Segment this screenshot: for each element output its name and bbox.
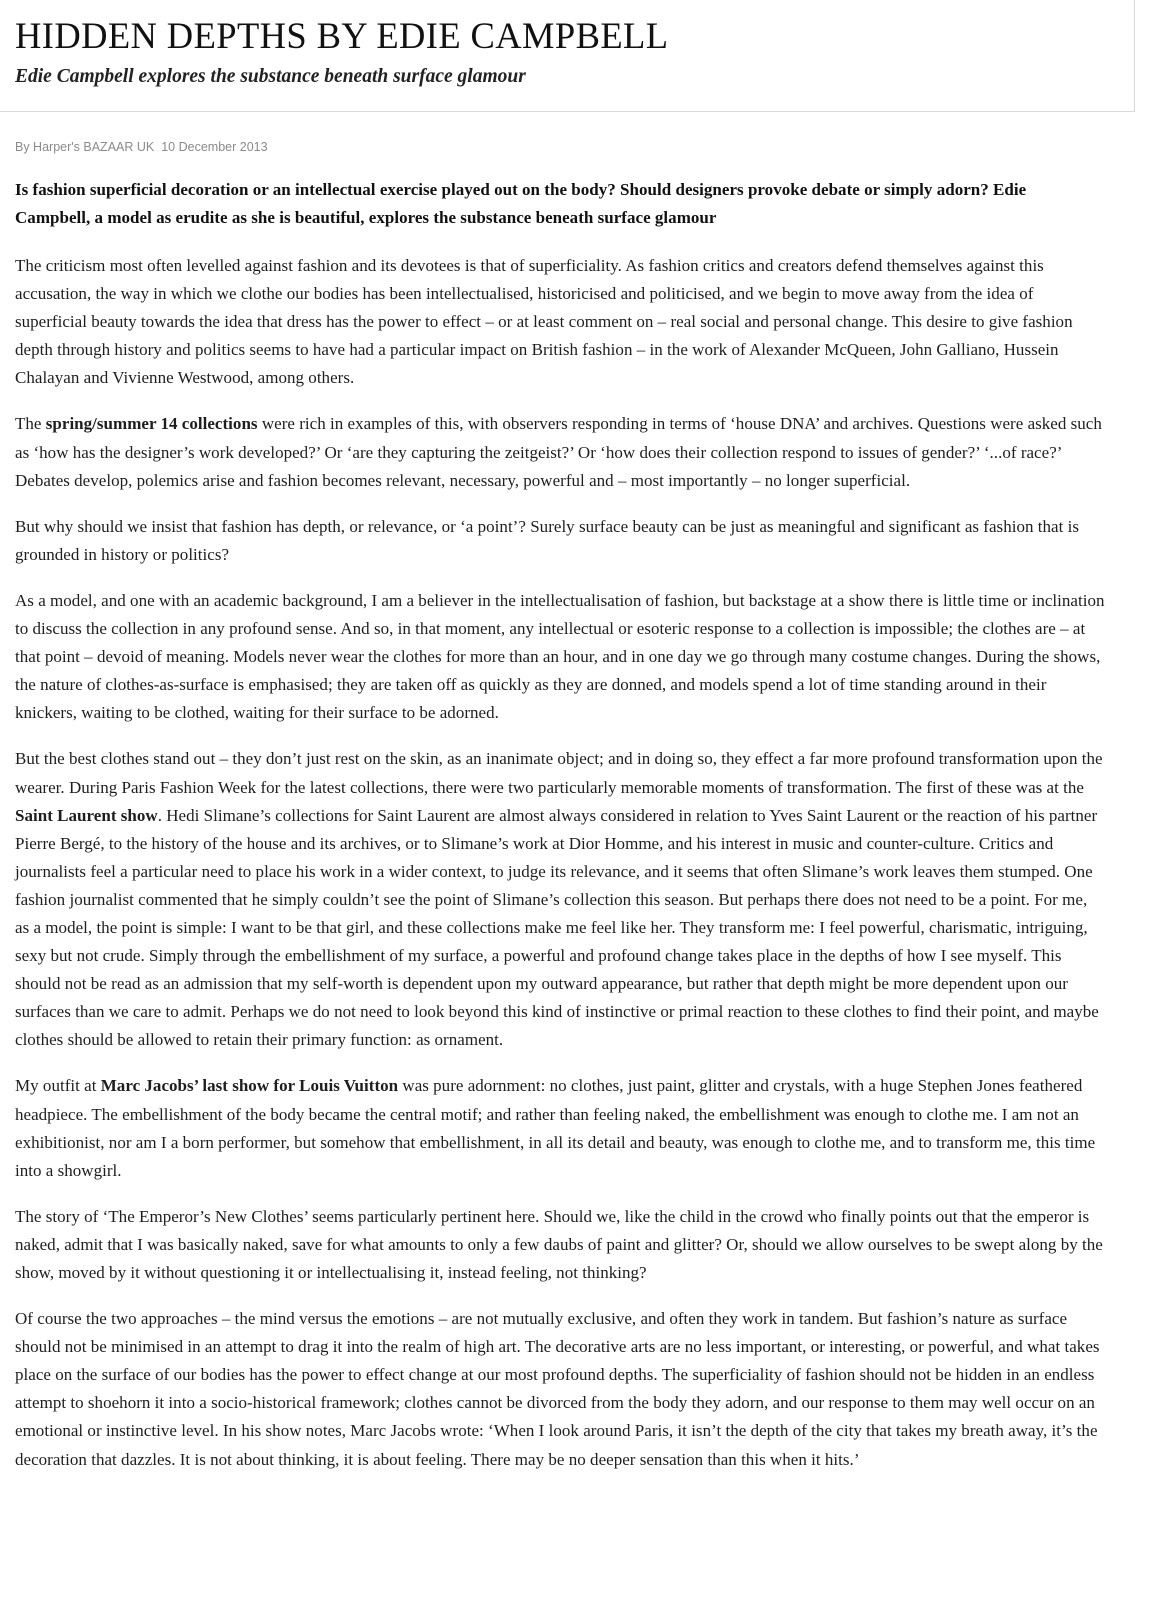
paragraph-4: As a model, and one with an academic background, I am a believer in the intellectualisation of fashion, but backstage at a show there is little time or inclination to discuss the collection in any profound sense. And so, in that moment, any intellectual or esoteric response to a collection is impossible; the clothes are – at that point – devoid of meaning. Models never wear the clothes for more than an hour, and in one day we go through many costume changes. During the shows, the nature of clothes-as-surface is emphasised; they are taken off as quickly as they are donned, and models spend a lot of time standing around in their knickers, waiting to be clothed, waiting for their surface to be adorned. bbox=[15, 590, 1105, 723]
paragraph-text: My outfit at bbox=[15, 1076, 101, 1096]
paragraph-6 bbox=[15, 1072, 1105, 1184]
paragraph-5 bbox=[15, 745, 1105, 1054]
paragraph-text: was pure adornment: no clothes, just paint, glitter and crystals, with a huge Stephen Jones feathered headpiece. The embellishment of the body became the central motif; and rather than feeling naked, the embellishment was enough to clothe me. I am not an exhibitionist, nor am I a born performer, but somehow that embellishment, in all its detail and beauty, was enough to clothe me, and to transform me, this time into a showgirl. bbox=[15, 1076, 1096, 1180]
paragraph-8: Of course the two approaches – the mind versus the emotions – are not mutually exclusive, and often they work in tandem. But fashion’s nature as surface should not be minimised in an attempt to drag it into the realm of high art. The decorative arts are no less important, or interesting, or powerful, and what takes place on the surface of our bodies has the power to effect change at our most profound depths. The superficiality of fashion should not be hidden in an endless attempt to shoehorn it into a socio-historical framework; clothes cannot be divorced from the body they adorn, and our response to them may well occur on an emotional or instinctive level. In his show notes, Marc Jacobs wrote: ‘When I look around Paris, it isn’t the depth of the city that takes my breath away, it’s the decoration that dazzles. It is not about thinking, it is about feeling. There may be no deeper sensation than this when it hits.’ bbox=[15, 1309, 1100, 1469]
paragraph-2 bbox=[15, 410, 1105, 494]
author-link[interactable]: By Harper's BAZAAR UK bbox=[15, 140, 155, 154]
link-saint-laurent-show[interactable]: Saint Laurent show bbox=[15, 805, 158, 825]
link-spring-summer-14-collections[interactable]: spring/summer 14 collections bbox=[45, 414, 258, 434]
article-title: HIDDEN DEPTHS BY EDIE CAMPBELL bbox=[15, 15, 669, 56]
byline bbox=[15, 139, 268, 155]
standfirst: Is fashion superficial decoration or an intellectual exercise played out on the body? Should designers provoke debate or simply adorn? Edie Campbell, a model as erudite as she is beautiful, explores the substance beneath surface glamour bbox=[15, 180, 1027, 227]
article-body bbox=[15, 176, 1105, 1492]
article-subtitle: Edie Campbell explores the substance beneath surface glamour bbox=[15, 66, 526, 87]
paragraph-7: The story of ‘The Emperor’s New Clothes’ seems particularly pertinent here. Should we, like the child in the crowd who finally points out that the emperor is naked, admit that I was basically naked, save for what amounts to only a few daubs of paint and glitter? Or, should we allow ourselves to be swept along by the show, moved by it without questioning it or intellectualising it, instead feeling, not thinking? bbox=[15, 1206, 1103, 1282]
paragraph-text: were rich in examples of this, with observers responding in terms of ‘house DNA’ and archives. Questions were asked such as ‘how has the designer’s work developed?’ Or ‘are they capturing the zeitgeist?’ Or ‘how does their collection respond to issues of gender?’ ‘...of race?’ Debates develop, polemics arise and fashion becomes relevant, necessary, powerful and – most importantly – no longer superficial. bbox=[15, 414, 1102, 490]
publish-date: 10 December 2013 bbox=[161, 140, 268, 154]
article-header bbox=[0, 0, 1135, 112]
paragraph-text: The bbox=[15, 414, 46, 434]
paragraph-3: But why should we insist that fashion has depth, or relevance, or ‘a point’? Surely surface beauty can be just as meaningful and significant as fashion that is grounded in history or politics? bbox=[15, 516, 1079, 564]
paragraph-1: The criticism most often levelled against fashion and its devotees is that of superficiality. As fashion critics and creators defend themselves against this accusation, the way in which we clothe our bodies has been intellectualised, historicised and politicised, and we begin to move away from the idea of superficial beauty towards the idea that dress has the power to effect – or at least comment on – real social and personal change. This desire to give fashion depth through history and politics seems to have had a particular impact on British fashion – in the work of Alexander McQueen, John Galliano, Hussein Chalayan and Vivienne Westwood, among others. bbox=[15, 256, 1073, 388]
paragraph-text: But the best clothes stand out – they don’t just rest on the skin, as an inanimate object; and in doing so, they effect a far more profound transformation upon the wearer. During Paris Fashion Week for the latest collections, there were two particularly memorable moments of transformation. The first of these was at the bbox=[15, 749, 1103, 797]
paragraph-text: . Hedi Slimane’s collections for Saint Laurent are almost always considered in relation to Yves Saint Laurent or the reaction of his partner Pierre Bergé, to the history of the house and its archives, or to Slimane’s work at Dior Homme, and his interest in music and counter-culture. Critics and journalists feel a particular need to place his work in a wider context, to judge its relevance, and it seems that often Slimane’s work leaves them stumped. One fashion journalist commented that he simply couldn’t see the point of Slimane’s collection this season. But perhaps there does not need to be a point. For me, as a model, the point is simple: I want to be that girl, and these collections make me feel like her. They transform me: I feel powerful, charismatic, intriguing, sexy but not crude. Simply through the embellishment of my surface, a powerful and profound change takes place in the depths of how I see myself. This should not be read as an admission that my self-worth is dependent upon my outward appearance, but rather that depth might be more dependent upon our surfaces than we care to admit. Perhaps we do not need to look beyond this kind of instinctive or primal reaction to these clothes to find their point, and maybe clothes should be allowed to retain their primary function: as ornament. bbox=[15, 805, 1099, 1050]
link-marc-jacobs-louis-vuitton[interactable]: Marc Jacobs’ last show for Louis Vuitton bbox=[100, 1076, 399, 1096]
